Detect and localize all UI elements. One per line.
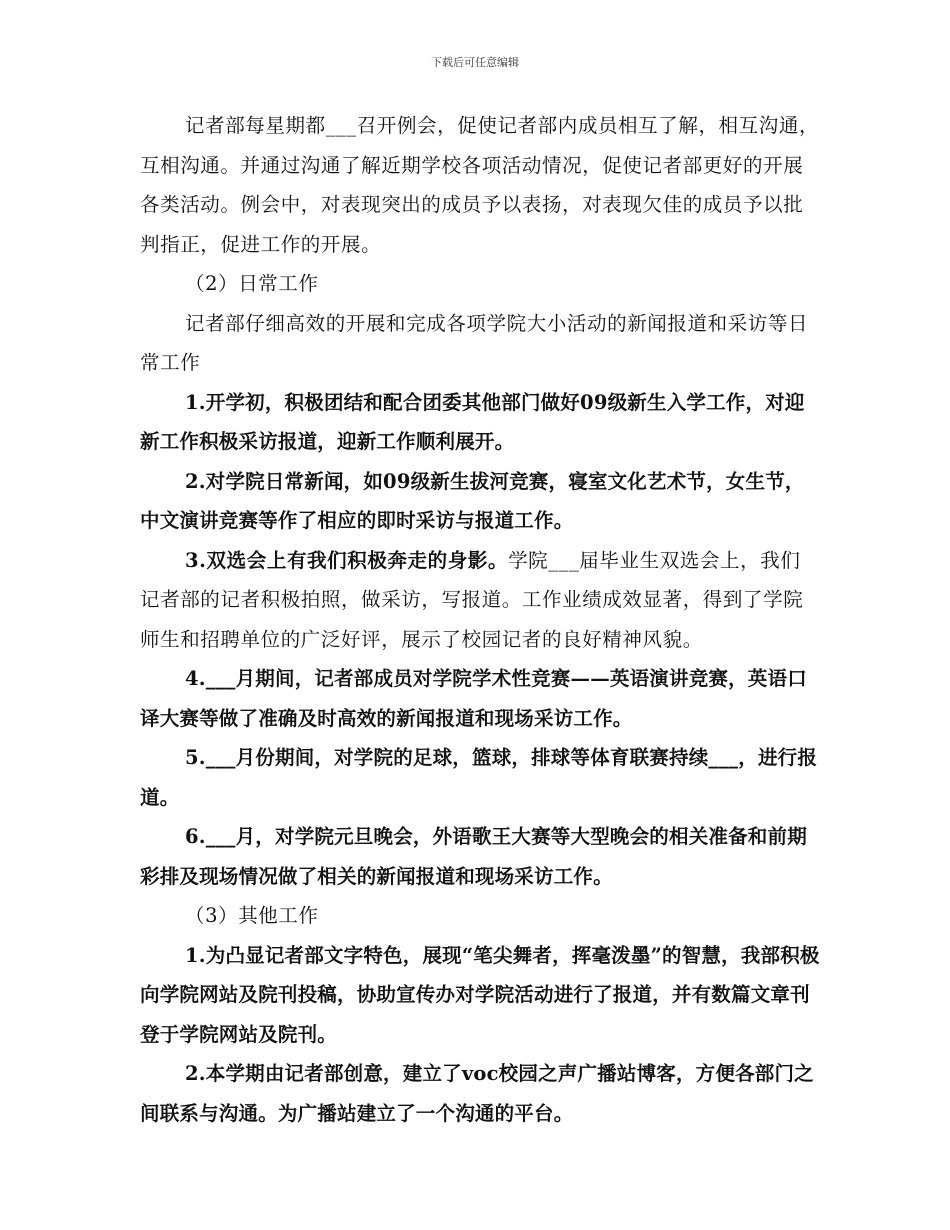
other-item-1: 1.为凸显记者部文字特色，展现“笔尖舞者，挥毫泼墨”的智慧，我部积极向学院网站及院刊投稿，协助宣传办对学院活动进行了报道，并有数篇文章刊登于学院网站及院刊。 — [140, 943, 820, 1046]
list-item-2: 2.对学院日常新闻，如09级新生拔河竞赛，寝室文化艺术节，女生节，中文演讲竞赛等作了相应的即时采访与报道工作。 — [140, 469, 805, 532]
list-item-5: 5.___月份期间，对学院的足球，篮球，排球等体育联赛持续___，进行报道。 — [140, 746, 818, 809]
page-header: 下载后可任意编辑 — [431, 56, 519, 69]
section-heading-other-work: （3）其他工作 — [185, 904, 319, 927]
other-item-2: 2.本学期由记者部创意，建立了voc校园之声广播站博客，方便各部门之间联系与沟通。为广播站建立了一个沟通的平台。 — [140, 1062, 814, 1125]
list-item-3-lead: 3.双选会上有我们积极奔走的身影。 — [185, 548, 509, 572]
list-item-3 — [140, 541, 820, 660]
document-body — [140, 106, 820, 1133]
paragraph-daily-work-intro: 记者部仔细高效的开展和完成各项学院大小活动的新闻报道和采访等日常工作 — [140, 311, 809, 374]
list-item-4: 4.___月期间，记者部成员对学院学术性竞赛——英语演讲竞赛，英语口译大赛等做了准确及时高效的新闻报道和现场采访工作。 — [140, 667, 807, 730]
list-item-6: 6.___月，对学院元旦晚会，外语歌王大赛等大型晚会的相关准备和前期彩排及现场情况做了相关的新闻报道和现场采访工作。 — [140, 825, 807, 888]
paragraph-meeting: 记者部每星期都___召开例会，促使记者部内成员相互了解，相互沟通，互相沟通。并通过沟通了解近期学校各项活动情况，促使记者部更好的开展各类活动。例会中，对表现突出的成员予以表扬，对表现欠佳的成员予以批判指正，促进工作的开展。 — [140, 114, 820, 256]
list-item-1: 1.开学初，积极团结和配合团委其他部门做好09级新生入学工作，对迎新工作积极采访报道，迎新工作顺利展开。 — [140, 390, 805, 453]
section-heading-daily-work: （2）日常工作 — [185, 272, 319, 295]
list-item-3-rest: 学院___届毕业生双选会上，我们记者部的记者积极拍照，做采访，写报道。工作业绩成效显著，得到了学院师生和招聘单位的广泛好评，展示了校园记者的良好精神风貌。 — [140, 548, 804, 651]
